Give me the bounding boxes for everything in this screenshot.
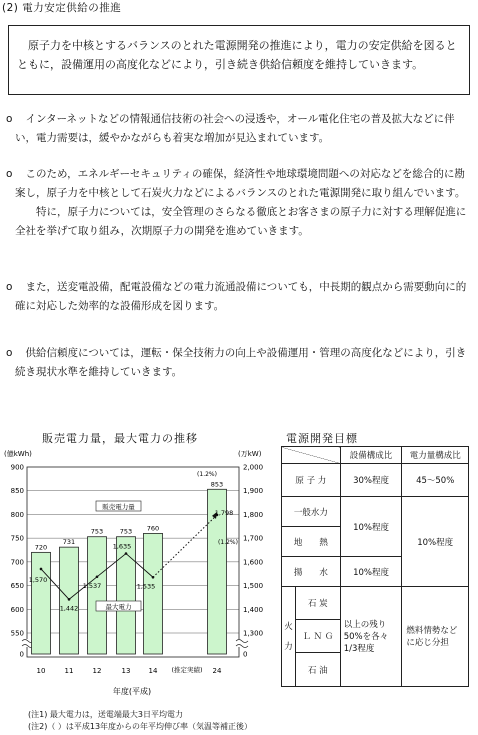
left-tick-label: 650 xyxy=(10,582,24,591)
row-lng: Ｌ Ｎ Ｇ xyxy=(295,620,340,653)
row-oil: 石 油 xyxy=(295,653,340,687)
bar-label-10: 720 xyxy=(34,543,48,552)
line-label-10: 1,570 xyxy=(28,575,48,584)
left-tick-label: 700 xyxy=(10,558,24,567)
bar-12 xyxy=(88,537,107,654)
bar-label-12: 753 xyxy=(90,527,104,536)
summary-box xyxy=(8,25,470,95)
line-growth-label: (1.2%) xyxy=(218,539,238,546)
hydro-geo-capacity: 10%程度 xyxy=(340,497,402,557)
row-hydro: 一般水力 xyxy=(282,497,341,527)
bar-series xyxy=(32,489,227,654)
header-capacity: 設備構成比 xyxy=(340,447,402,464)
nuclear-energy: 45～50% xyxy=(402,464,469,497)
note-1: (注1) 最大電力は，送電端最大3日平均電力 xyxy=(28,710,183,719)
note-2: (注2)（ ）は平成13年度からの年平均伸び率（気温等補正後） xyxy=(28,722,253,731)
table-corner xyxy=(282,447,341,464)
left-axis-unit: (億kWh) xyxy=(4,450,32,458)
row-geothermal: 地 熱 xyxy=(282,527,341,557)
row-coal: 石 炭 xyxy=(295,587,340,620)
summary-text: 原子力を中核とするバランスのとれた電源開発の推進により，電力の安定供給を図るとともに，設備運用の高度化などにより，引き続き供給信頼度を維持していきます。 xyxy=(17,39,457,71)
legend-bar-label: 販売電力量 xyxy=(102,503,135,511)
right-tick-label: 1,800 xyxy=(243,510,264,519)
line-label-13: 1,635 xyxy=(112,542,132,551)
bullet-4 xyxy=(6,344,472,384)
thermal-energy: 燃料情勢などに応じ分担 xyxy=(402,587,469,687)
right-tick-label: 1,900 xyxy=(243,487,264,496)
section-title: (2) 電力安定供給の推進 xyxy=(2,2,122,14)
nuclear-capacity: 30%程度 xyxy=(340,464,402,497)
line-point-10 xyxy=(40,568,43,571)
right-axis-unit: (万kW) xyxy=(238,450,262,458)
line-label-11: 1,442 xyxy=(59,604,79,613)
bar-14 xyxy=(144,533,163,654)
line-label-24: 1,798 xyxy=(214,508,234,517)
right-tick-label: 1,400 xyxy=(243,605,264,614)
x-category-label: 11 xyxy=(64,667,74,675)
left-axis-ticks xyxy=(11,464,24,659)
line-label-14: 1,535 xyxy=(136,582,156,591)
line-point-11 xyxy=(68,598,71,601)
x-category-label: 13 xyxy=(121,667,131,675)
bullet-mark: o xyxy=(6,168,13,180)
bullet-1-text: インターネットなどの情報通信技術の社会への浸透や，オール電化住宅の普及拡大などに伴い，電力需要は，緩やかながらも着実な増加が見込まれています。 xyxy=(15,113,455,144)
legend-line-label: 最大電力 xyxy=(105,603,132,611)
bullet-1 xyxy=(6,110,472,150)
x-category-label: 24 xyxy=(212,667,222,675)
right-tick-label: 1,500 xyxy=(243,582,264,591)
right-tick-label: 0 xyxy=(243,650,248,659)
line-label-12: 1,537 xyxy=(82,581,102,590)
left-tick-label: 750 xyxy=(10,534,24,543)
left-tick-label: 0 xyxy=(19,650,24,659)
left-tick-label: 850 xyxy=(10,487,24,496)
bullet-mark: o xyxy=(6,347,13,359)
bar-label-13: 753 xyxy=(119,527,133,536)
row-pumped: 揚 水 xyxy=(282,557,341,587)
bar-10 xyxy=(32,552,51,654)
bullet-mark: o xyxy=(6,281,13,293)
bullet-3-text: また，送変電設備，配電設備などの電力流通設備についても，中長期的観点から需要動向に的確に対応した効率的な設備形成を図ります。 xyxy=(15,281,467,312)
row-thermal: 火 力 xyxy=(282,587,296,687)
right-tick-label: 1,300 xyxy=(243,629,264,638)
left-tick-label: 900 xyxy=(10,463,24,472)
line-point-14 xyxy=(152,576,155,579)
right-axis-ticks xyxy=(243,464,263,659)
left-tick-label: 800 xyxy=(10,510,24,519)
x-category-label: 14 xyxy=(148,667,158,675)
bar-label-11: 731 xyxy=(62,538,76,547)
left-tick-label: 600 xyxy=(10,605,24,614)
table-title: 電源開発目標 xyxy=(286,432,358,445)
line-point-12 xyxy=(96,575,99,578)
thermal-capacity: 以上の残り50%を各々1/3程度 xyxy=(340,587,402,687)
bar-label-24: 853 xyxy=(210,480,224,489)
right-tick-label: 2,000 xyxy=(243,463,264,472)
x-axis-label: 年度(平成) xyxy=(112,687,152,696)
bullet-4-text: 供給信頼度については，運転・保全技術力の向上や設備運用・管理の高度化などにより，引き続き現状水準を維持していきます。 xyxy=(15,347,467,378)
bullet-2 xyxy=(6,165,472,261)
bullet-2-subtext: 特に，原子力については，安全管理のさらなる徹底とお客さまの原子力に対する理解促進に全社を挙げて取り組み，次期原子力の開発を進めていきます。 xyxy=(15,206,467,237)
pumped-capacity: 10%程度 xyxy=(340,557,402,587)
x-category-label: 12 xyxy=(92,667,102,675)
hydro-geo-pumped-energy: 10%程度 xyxy=(402,497,469,587)
bar-growth-label: (1.2%) xyxy=(197,471,217,478)
line-point-13 xyxy=(125,552,128,555)
bar-label-14: 760 xyxy=(146,524,160,533)
sales-peak-chart xyxy=(0,444,270,700)
right-tick-label: 1,600 xyxy=(243,558,264,567)
row-nuclear: 原 子 力 xyxy=(282,464,341,497)
header-energy: 電力量構成比 xyxy=(402,447,469,464)
x-category-label: 10 xyxy=(36,667,46,675)
power-development-table xyxy=(281,446,469,687)
right-tick-label: 1,700 xyxy=(243,534,264,543)
category-note: (推定実績) xyxy=(171,666,203,674)
left-tick-label: 550 xyxy=(10,629,24,638)
bullet-mark: o xyxy=(6,113,13,125)
chart-title: 販売電力量，最大電力の推移 xyxy=(42,432,198,445)
bullet-3 xyxy=(6,278,472,318)
bullet-2-text: このため，エネルギーセキュリティの確保，経済性や地球環境問題への対応などを総合的に勘案し，原子力を中核として石炭火力などによるバランスのとれた電源開発に取り組んでいます。 xyxy=(15,168,466,199)
